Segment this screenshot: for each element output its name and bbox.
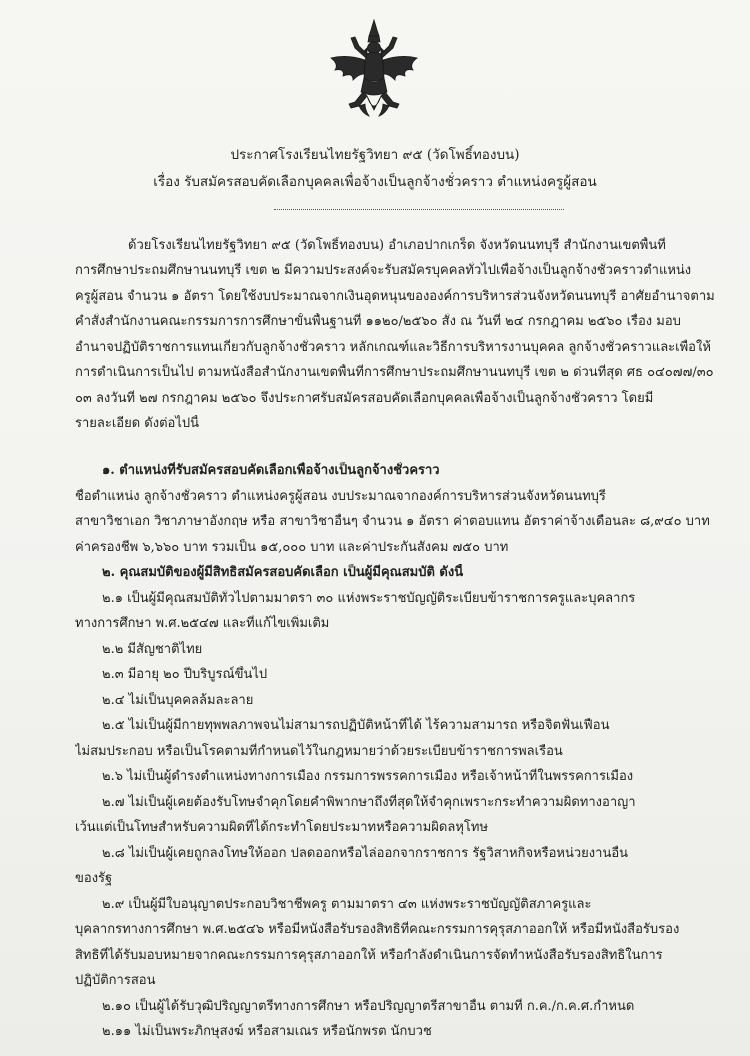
body-line: ปฏิบัติการสอน (75, 973, 156, 988)
body-line: ด้วยโรงเรียนไทยรัฐวิทยา ๙๕ (วัดโพธิ์ทองบน) อำเภอปากเกร็ด จังหวัดนนทบุรี สำนักงานเขตพื้นที่ (128, 238, 666, 253)
body-line: ๒.๓ มีอายุ ๒๐ ปีบริบูรณ์ขึ้นไป (102, 667, 268, 682)
body-line: เว้นแต่เป็นโทษสำหรับความผิดที่ได้กระทำโดยประมาทหรือความผิดลหุโทษ (75, 820, 489, 835)
body-line: การดำเนินการเป็นไป ตามหนังสือสำนักงานเขตพื้นที่การศึกษาประถมศึกษานนทบุรี เขต ๒ ด่วนที่สุด ศธ ๐๔๐๗๗/๓๐ (75, 365, 714, 380)
body-line: รายละเอียด ดังต่อไปนี้ (75, 416, 200, 431)
body-line: ครูผู้สอน จำนวน ๑ อัตรา โดยใช้งบประมาณจากเงินอุดหนุนขององค์การบริหารส่วนจังหวัดนนทบุรี อาศัยอำนาจตาม (75, 289, 715, 304)
body-line: บุคลากรทางการศึกษา พ.ศ.๒๕๔๖ หรือมีหนังสือรับรองสิทธิที่คณะกรรมการคุรุสภาออกให้ หรือมีหนังสือรับรอง (75, 922, 680, 937)
body-line: คำสั่งสำนักงานคณะกรรมการการศึกษาขั้นพื้นฐานที่ ๑๑๒๐/๒๕๖๐ สั่ง ณ วันที่ ๒๔ กรกฎาคม ๒๕๖๐ เรื่อง มอบ (75, 314, 681, 329)
body-line: ทางการศึกษา พ.ศ.๒๕๔๗ และที่แก้ไขเพิ่มเติม (75, 616, 330, 631)
body-line: ๒.๙ เป็นผู้มีใบอนุญาตประกอบวิชาชีพครู ตามมาตรา ๔๓ แห่งพระราชบัญญัติสภาครูและ (102, 897, 592, 912)
section-heading: ๑. ตำแหน่งที่รับสมัครสอบคัดเลือกเพื่อจ้างเป็นลูกจ้างชั่วคราว (102, 463, 440, 478)
body-line: ๐๓ ลงวันที่ ๒๗ กรกฎาคม ๒๕๖๐ จึงประกาศรับสมัครสอบคัดเลือกบุคคลเพื่อจ้างเป็นลูกจ้างชั่วคราว โดยมี (75, 391, 654, 406)
body-line: อำนาจปฏิบัติราชการแทนเกี่ยวกับลูกจ้างชั่วคราว หลักเกณฑ์และวิธีการบริหารงานบุคคล ลูกจ้างชั่วคราวและเพื่อให้ (75, 340, 711, 355)
body-line: ๒.๕ ไม่เป็นผู้มีกายทุพพลภาพจนไม่สามารถปฏิบัติหน้าที่ได้ ไร้ความสามารถ หรือจิตฟั่นเฟือน (102, 718, 610, 733)
body-line: ค่าครองชีพ ๖,๖๖๐ บาท รวมเป็น ๑๕,๐๐๐ บาท และค่าประกันสังคม ๗๕๐ บาท (75, 540, 509, 555)
body-line: สิทธิที่ได้รับมอบหมายจากคณะกรรมการคุรุสภาออกให้ หรือกำลังดำเนินการจัดทำหนังสือรับรองสิทธิในการ (75, 948, 663, 963)
body-line: ชื่อตำแหน่ง ลูกจ้างชั่วคราว ตำแหน่งครูผู้สอน งบประมาณจากองค์การบริหารส่วนจังหวัดนนทบุรี (75, 489, 606, 504)
garuda-emblem-icon (325, 18, 423, 120)
heading-divider (274, 209, 564, 210)
body-line: ๒.๘ ไม่เป็นผู้เคยถูกลงโทษให้ออก ปลดออกหรือไล่ออกจากราชการ รัฐวิสาหกิจหรือหน่วยงานอื่น (102, 846, 629, 861)
body-line: ๒.๑๑ ไม่เป็นพระภิกษุสงฆ์ หรือสามเณร หรือนักพรต นักบวช (102, 1024, 432, 1039)
body-line: ของรัฐ (75, 871, 113, 886)
body-line: สาขาวิชาเอก วิชาภาษาอังกฤษ หรือ สาขาวิชาอื่นๆ จำนวน ๑ อัตรา ค่าตอบแทน อัตราค่าจ้างเดือนละ ๘,๙๔๐ บาท (75, 514, 710, 529)
body-line: ไม่สมประกอบ หรือเป็นโรคตามที่กำหนดไว้ในกฎหมายว่าด้วยระเบียบข้าราชการพลเรือน (75, 744, 563, 759)
announcement-title: ประกาศโรงเรียนไทยรัฐวิทยา ๙๕ (วัดโพธิ์ทองบน) (230, 147, 520, 163)
body-line: ๒.๖ ไม่เป็นผู้ดำรงตำแหน่งทางการเมือง กรรมการพรรคการเมือง หรือเจ้าหน้าที่ในพรรคการเมือง (102, 769, 634, 784)
body-line: ๒.๔ ไม่เป็นบุคคลล้มละลาย (102, 693, 254, 708)
body-line: ๒.๒ มีสัญชาติไทย (102, 642, 203, 657)
body-line: ๒.๗ ไม่เป็นผู้เคยต้องรับโทษจำคุกโดยคำพิพากษาถึงที่สุดให้จำคุกเพราะกระทำความผิดทางอาญา (102, 795, 636, 810)
announcement-subject: เรื่อง รับสมัครสอบคัดเลือกบุคคลเพื่อจ้างเป็นลูกจ้างชั่วคราว ตำแหน่งครูผู้สอน (153, 174, 597, 190)
body-line: ๒.๑ เป็นผู้มีคุณสมบัติทั่วไปตามมาตรา ๓๐ แห่งพระราชบัญญัติระเบียบข้าราชการครูและบุคลากร (102, 591, 636, 606)
body-line: การศึกษาประถมศึกษานนทบุรี เขต ๒ มีความประสงค์จะรับสมัครบุคคลทั่วไปเพื่อจ้างเป็นลูกจ้างชั่วคราวตำแหน่ง (75, 263, 692, 278)
section-heading: ๒. คุณสมบัติของผู้มีสิทธิสมัครสอบคัดเลือก เป็นผู้มีคุณสมบัติ ดังนี้ (102, 565, 464, 580)
body-line: ๒.๑๐ เป็นผู้ได้รับวุฒิปริญญาตรีทางการศึกษา หรือปริญญาตรีสาขาอื่น ตามที่ ก.ค./ก.ค.ศ.กำหนด (102, 999, 635, 1014)
